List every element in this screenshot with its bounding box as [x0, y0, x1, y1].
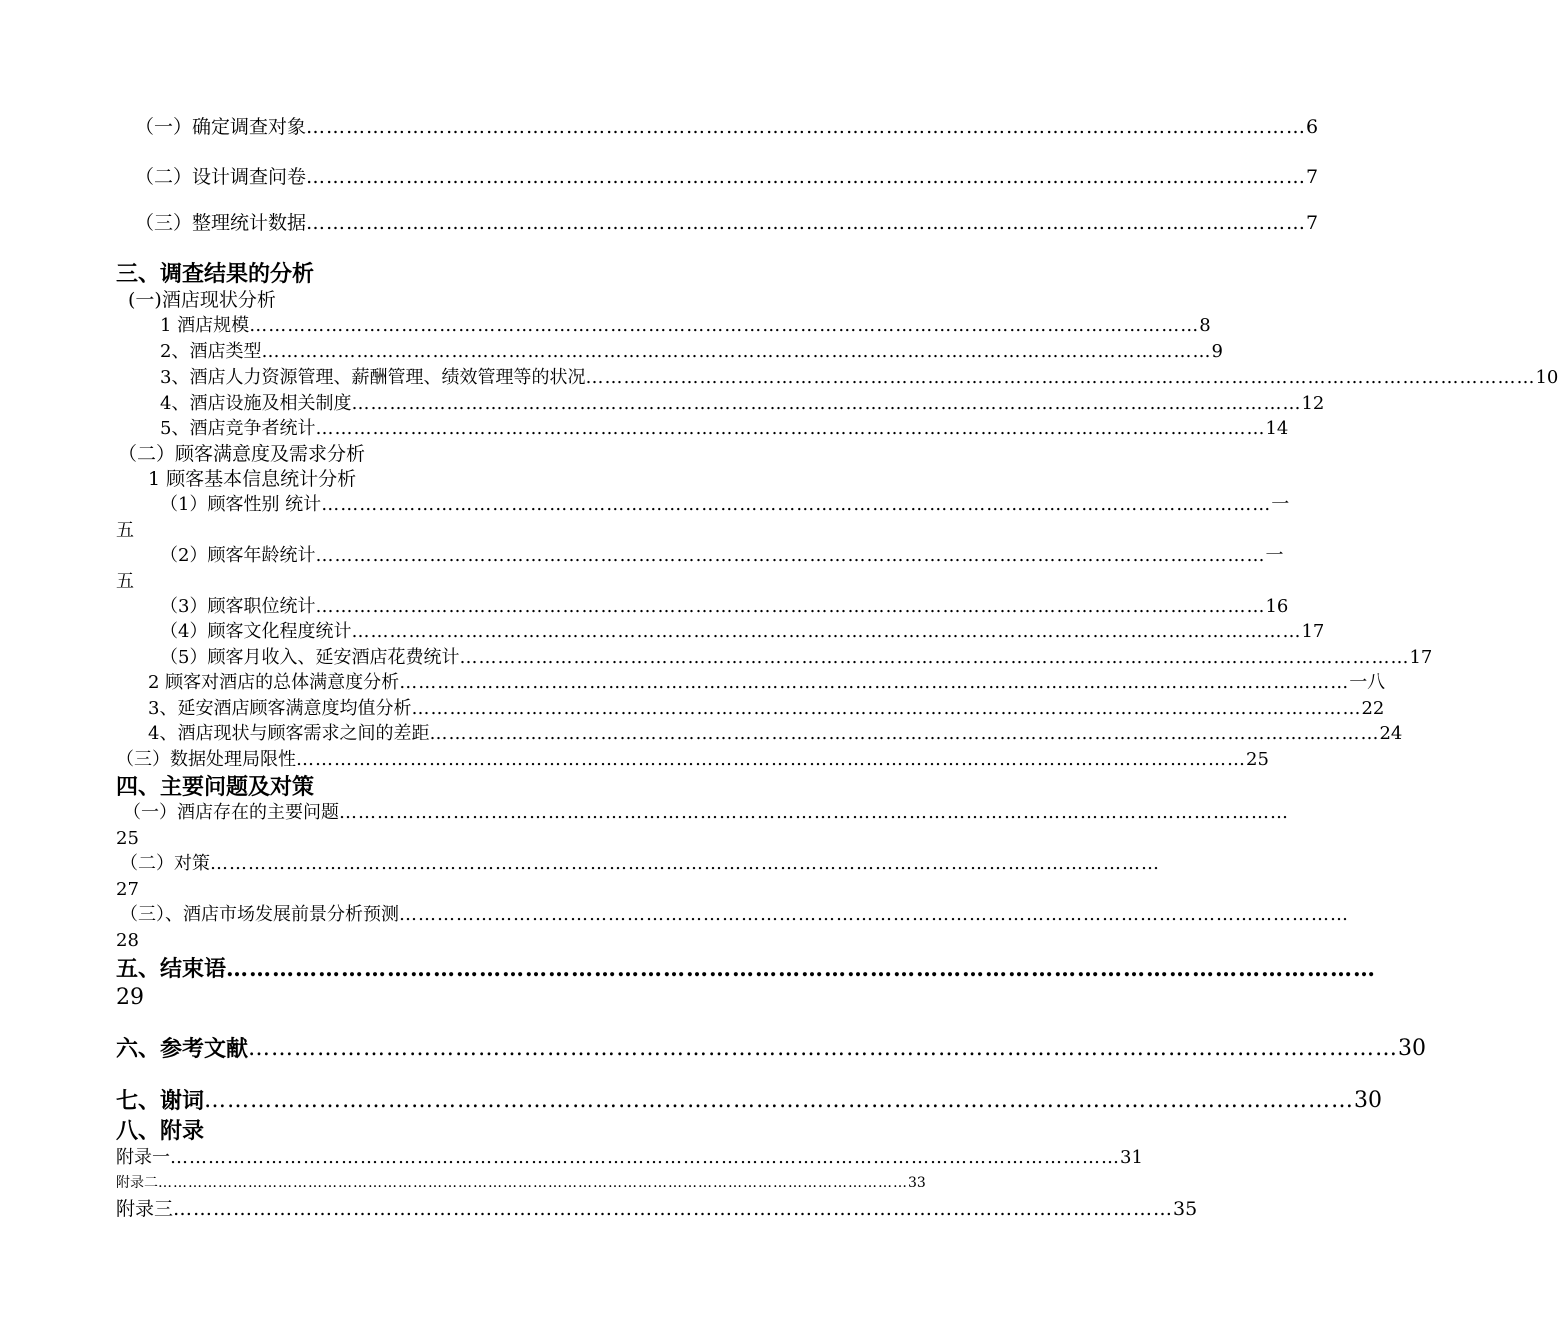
- toc-entry[interactable]: [116, 1147, 1143, 1168]
- toc-page-number: 22: [1361, 698, 1385, 719]
- toc-leader: ……………………………………………………………………………………………………………………………………: [226, 956, 1377, 982]
- toc-page-number: 30: [1354, 1088, 1383, 1113]
- toc-entry-text: 3、酒店人力资源管理、薪酬管理、绩效管理等的状况: [160, 367, 586, 388]
- toc-entry[interactable]: [148, 698, 1385, 719]
- toc-leader: ……………………………………………………………………………………………………………………………………: [306, 166, 1307, 188]
- toc-entry[interactable]: [116, 1198, 1198, 1220]
- toc-entry[interactable]: [123, 802, 1289, 823]
- toc-entry[interactable]: [120, 904, 1349, 925]
- toc-leader: ……………………………………………………………………………………………………………………………………: [321, 494, 1272, 515]
- toc-leader: ……………………………………………………………………………………………………………………………………: [351, 393, 1302, 414]
- toc-entry[interactable]: [160, 315, 1211, 336]
- toc-entry-text: （1）顾客性别 统计: [160, 494, 322, 515]
- toc-entry-text: 5、酒店竞争者统计: [160, 418, 316, 439]
- toc-page-number: 8: [1199, 315, 1211, 336]
- toc-entry-text: （2）顾客年龄统计: [160, 545, 316, 566]
- toc-entry-text: 4、酒店现状与顾客需求之间的差距: [148, 723, 430, 744]
- toc-entry-text: （二）设计调查问卷: [135, 166, 307, 188]
- toc-page-number: 29: [116, 985, 144, 1010]
- toc-leader: ……………………………………………………………………………………………………………………………………: [204, 1088, 1355, 1113]
- toc-entry-text: （三）整理统计数据: [135, 212, 307, 234]
- toc-leader: ……………………………………………………………………………………………………………………………………: [411, 698, 1362, 719]
- toc-leader: ……………………………………………………………………………………………………………………………………: [399, 672, 1350, 693]
- subsection-heading[interactable]: （二）顾客满意度及需求分析: [118, 443, 366, 465]
- toc-entry-text: 2、酒店类型: [160, 341, 262, 362]
- toc-page-number: 一: [1271, 494, 1290, 515]
- toc-entry[interactable]: [116, 956, 1377, 982]
- toc-entry-text: （一）酒店存在的主要问题: [123, 802, 339, 823]
- toc-leader: ……………………………………………………………………………………………………………………………………: [249, 315, 1200, 336]
- toc-leader: ……………………………………………………………………………………………………………………………………: [339, 802, 1289, 823]
- toc-entry[interactable]: [135, 212, 1319, 234]
- toc-entry-text: （一）确定调查对象: [135, 116, 307, 138]
- toc-leader: ……………………………………………………………………………………………………………………………………: [306, 212, 1307, 234]
- toc-page-number: 27: [116, 879, 139, 900]
- toc-page-number: 6: [1306, 116, 1319, 138]
- toc-entry-text: 附录三: [116, 1198, 174, 1220]
- toc-leader: ……………………………………………………………………………………………………………………………………: [315, 596, 1266, 617]
- toc-entry-text: （二）对策: [120, 853, 210, 874]
- toc-leader: ……………………………………………………………………………………………………………………………………: [261, 341, 1212, 362]
- toc-entry-text: 附录一: [116, 1147, 170, 1168]
- toc-entry[interactable]: [135, 116, 1319, 138]
- toc-page-number-wrap: 五: [116, 520, 134, 541]
- toc-leader: ……………………………………………………………………………………………………………………………………: [170, 1147, 1120, 1168]
- toc-page-number: 14: [1265, 418, 1289, 439]
- toc-page-number: 7: [1306, 212, 1319, 234]
- toc-entry[interactable]: [148, 723, 1403, 744]
- toc-entry-text: 六、参考文献: [116, 1036, 249, 1062]
- toc-page-number: 10: [1535, 367, 1558, 388]
- toc-entry[interactable]: [160, 596, 1289, 617]
- toc-page-number-wrap: 五: [116, 571, 134, 592]
- toc-entry[interactable]: [116, 749, 1269, 770]
- toc-entry-text: （3）顾客职位统计: [160, 596, 316, 617]
- section-heading[interactable]: 三、调查结果的分析: [116, 261, 315, 287]
- toc-entry-text: （三）、酒店市场发展前景分析预测: [120, 904, 399, 925]
- toc-leader: ……………………………………………………………………………………………………………………………………: [459, 647, 1410, 668]
- toc-page-number: 16: [1265, 596, 1289, 617]
- toc-leader: ……………………………………………………………………………………………………………………………………: [210, 853, 1160, 874]
- toc-leader: ……………………………………………………………………………………………………………………………………: [429, 723, 1380, 744]
- section-heading[interactable]: 四、主要问题及对策: [116, 774, 315, 800]
- toc-entry[interactable]: [116, 1036, 1427, 1062]
- toc-leader: ……………………………………………………………………………………………………………………………………: [296, 749, 1246, 770]
- toc-entry[interactable]: [160, 341, 1223, 362]
- toc-leader: ……………………………………………………………………………………………………………………………………: [585, 367, 1536, 388]
- toc-entry[interactable]: [160, 494, 1290, 515]
- toc-page-number: 一八: [1349, 672, 1386, 693]
- toc-leader: ……………………………………………………………………………………………………………………………………: [315, 545, 1266, 566]
- section-heading[interactable]: 八、附录: [116, 1118, 205, 1144]
- toc-page-number: 9: [1211, 341, 1223, 362]
- toc-entry-text: 附录二: [116, 1175, 158, 1191]
- toc-page-number: 33: [908, 1175, 926, 1191]
- toc-entry-text: 4、酒店设施及相关制度: [160, 393, 352, 414]
- toc-entry[interactable]: [148, 672, 1386, 693]
- toc-page-number: 25: [116, 828, 139, 849]
- toc-entry-text: （三）数据处理局限性: [116, 749, 296, 770]
- toc-entry-text: （5）顾客月收入、延安酒店花费统计: [160, 647, 460, 668]
- toc-entry[interactable]: [160, 621, 1325, 642]
- toc-page-number: 28: [116, 930, 139, 951]
- toc-entry-text: 1 酒店规模: [160, 315, 250, 336]
- toc-leader: ……………………………………………………………………………………………………………………………………: [399, 904, 1349, 925]
- toc-entry[interactable]: [135, 166, 1319, 188]
- toc-entry-text: 七、谢词: [116, 1088, 205, 1114]
- toc-page-number: 一: [1265, 545, 1284, 566]
- toc-page-number: 7: [1306, 166, 1319, 188]
- toc-page-number: 35: [1173, 1198, 1198, 1220]
- toc-entry-text: 2 顾客对酒店的总体满意度分析: [148, 672, 400, 693]
- toc-entry-text: 3、延安酒店顾客满意度均值分析: [148, 698, 412, 719]
- toc-page-number: 17: [1409, 647, 1433, 668]
- toc-page-number: 12: [1301, 393, 1325, 414]
- toc-entry-text: 五、结束语: [116, 956, 227, 982]
- toc-entry[interactable]: [116, 1175, 926, 1191]
- toc-page-number: 24: [1379, 723, 1403, 744]
- toc-entry[interactable]: [160, 367, 1558, 388]
- group-heading[interactable]: 1 顾客基本信息统计分析: [148, 468, 357, 490]
- toc-leader: ……………………………………………………………………………………………………………………………………: [158, 1175, 908, 1191]
- toc-leader: ……………………………………………………………………………………………………………………………………: [306, 116, 1307, 138]
- toc-entry[interactable]: [120, 853, 1160, 874]
- toc-entry[interactable]: [160, 393, 1325, 414]
- toc-leader: ……………………………………………………………………………………………………………………………………: [173, 1198, 1174, 1220]
- toc-entry[interactable]: [160, 545, 1284, 566]
- toc-leader: ……………………………………………………………………………………………………………………………………: [315, 418, 1266, 439]
- toc-page-number: 25: [1246, 749, 1269, 770]
- toc-entry[interactable]: [160, 647, 1433, 668]
- toc-entry[interactable]: [116, 1088, 1383, 1114]
- toc-page-number: 17: [1301, 621, 1325, 642]
- toc-entry[interactable]: [160, 418, 1289, 439]
- toc-leader: ……………………………………………………………………………………………………………………………………: [248, 1036, 1399, 1061]
- toc-page-number: 31: [1120, 1147, 1143, 1168]
- toc-entry-text: （4）顾客文化程度统计: [160, 621, 352, 642]
- toc-leader: ……………………………………………………………………………………………………………………………………: [351, 621, 1302, 642]
- toc-page-number: 30: [1398, 1036, 1427, 1061]
- subsection-heading[interactable]: (一)酒店现状分析: [128, 289, 276, 311]
